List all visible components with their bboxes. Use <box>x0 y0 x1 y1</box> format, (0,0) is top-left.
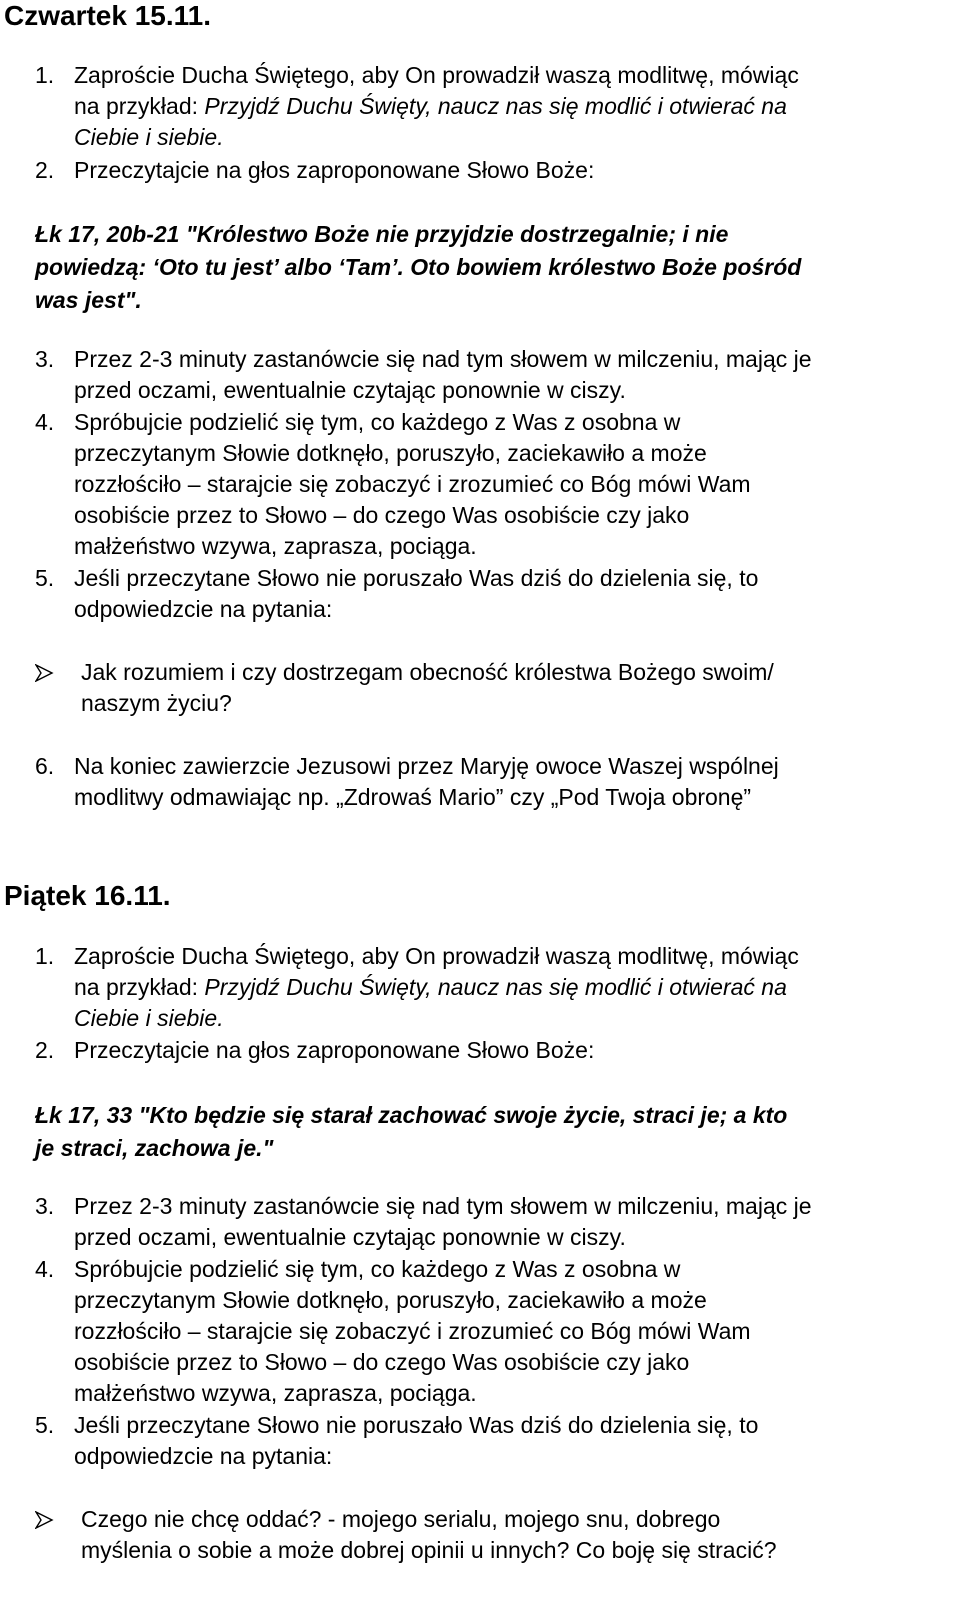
step-text: Na koniec zawierzcie Jezusowi przez Maryję owoce Waszej wspólnej <box>74 753 779 779</box>
quote-line: Łk 17, 20b-21 "Królestwo Boże nie przyjdzie dostrzegalnie; i nie <box>35 221 729 247</box>
step-text: Zaproście Ducha Świętego, aby On prowadził waszą modlitwę, mówiąc <box>74 62 799 88</box>
step-3 <box>35 1191 955 1253</box>
step-5 <box>35 563 955 625</box>
step-number: 2. <box>35 1037 55 1063</box>
step-text: Spróbujcie podzielić się tym, co każdego z Was z osobna w <box>74 409 681 435</box>
step-6 <box>35 751 955 813</box>
step-number: 1. <box>35 62 55 88</box>
question-text: myślenia o sobie a może dobrej opinii u innych? Co boję się stracić? <box>81 1537 777 1563</box>
step-number: 5. <box>35 1412 55 1438</box>
step-text: Zaproście Ducha Świętego, aby On prowadził waszą modlitwę, mówiąc <box>74 943 799 969</box>
step-2 <box>35 155 955 186</box>
step-4 <box>35 407 955 562</box>
step-text: Spróbujcie podzielić się tym, co każdego z Was z osobna w <box>74 1256 681 1282</box>
prayer-text: Przyjdź Duchu Święty, naucz nas się modlić i otwierać na <box>204 974 787 1000</box>
step-text: Przeczytajcie na głos zaproponowane Słowo Boże: <box>74 157 595 183</box>
prayer-text: Przyjdź Duchu Święty, naucz nas się modlić i otwierać na <box>204 93 787 119</box>
quote-line: Łk 17, 33 "Kto będzie się starał zachować swoje życie, straci je; a kto <box>35 1102 788 1128</box>
day-heading-thursday: Czwartek 15.11. <box>4 0 212 31</box>
step-2 <box>35 1035 955 1066</box>
step-text: odpowiedzcie na pytania: <box>74 1443 333 1469</box>
step-text: osobiście przez to Słowo – do czego Was osobiście czy jako <box>74 502 690 528</box>
step-text: odpowiedzcie na pytania: <box>74 596 333 622</box>
quote-line: was jest". <box>35 287 142 313</box>
step-number: 3. <box>35 346 55 372</box>
step-text: Przez 2-3 minuty zastanówcie się nad tym słowem w milczeniu, mając je <box>74 1193 812 1219</box>
step-3 <box>35 344 955 406</box>
step-text: małżeństwo wzywa, zaprasza, pociąga. <box>74 1380 477 1406</box>
question-text: naszym życiu? <box>81 690 232 716</box>
step-number: 2. <box>35 157 55 183</box>
quote-line: je straci, zachowa je." <box>35 1135 274 1161</box>
step-text: modlitwy odmawiając np. „Zdrowaś Mario” czy „Pod Twoja obronę” <box>74 784 752 810</box>
step-text: przed oczami, ewentualnie czytając ponownie w ciszy. <box>74 377 626 403</box>
step-text: przed oczami, ewentualnie czytając ponownie w ciszy. <box>74 1224 626 1250</box>
step-text: osobiście przez to Słowo – do czego Was osobiście czy jako <box>74 1349 690 1375</box>
step-number: 3. <box>35 1193 55 1219</box>
quote-line: powiedzą: ‘Oto tu jest’ albo ‘Tam’. Oto bowiem królestwo Boże pośród <box>35 254 802 280</box>
step-text: Jeśli przeczytane Słowo nie poruszało Was dziś do dzielenia się, to <box>74 565 759 591</box>
question-text: Jak rozumiem i czy dostrzegam obecność królestwa Bożego swoim/ <box>81 659 774 685</box>
question-text: Czego nie chcę oddać? - mojego serialu, mojego snu, dobrego <box>81 1506 721 1532</box>
prayer-text: Ciebie i siebie. <box>74 124 224 150</box>
step-text: na przykład: <box>74 974 205 1000</box>
step-text: Przez 2-3 minuty zastanówcie się nad tym słowem w milczeniu, mając je <box>74 346 812 372</box>
step-number: 1. <box>35 943 55 969</box>
step-text: rozzłościło – starajcie się zobaczyć i zrozumieć co Bóg mówi Wam <box>74 1318 751 1344</box>
step-4 <box>35 1254 955 1409</box>
prayer-text: Ciebie i siebie. <box>74 1005 224 1031</box>
arrow-bullet-icon <box>35 664 54 682</box>
question-bullet <box>35 1504 955 1566</box>
step-text: na przykład: <box>74 93 205 119</box>
step-1 <box>35 941 955 1034</box>
step-number: 4. <box>35 1256 55 1282</box>
step-1 <box>35 60 955 153</box>
arrow-bullet-icon <box>35 1511 54 1529</box>
step-text: przeczytanym Słowie dotknęło, poruszyło, zaciekawiło a może <box>74 1287 707 1313</box>
scripture-quote <box>35 218 955 317</box>
step-text: przeczytanym Słowie dotknęło, poruszyło, zaciekawiło a może <box>74 440 707 466</box>
step-number: 5. <box>35 565 55 591</box>
step-text: Jeśli przeczytane Słowo nie poruszało Was dziś do dzielenia się, to <box>74 1412 759 1438</box>
step-number: 6. <box>35 753 55 779</box>
step-5 <box>35 1410 955 1472</box>
day-heading-friday: Piątek 16.11. <box>4 880 171 911</box>
step-text: rozzłościło – starajcie się zobaczyć i zrozumieć co Bóg mówi Wam <box>74 471 751 497</box>
scripture-quote <box>35 1099 955 1165</box>
step-number: 4. <box>35 409 55 435</box>
question-bullet <box>35 657 955 719</box>
step-text: małżeństwo wzywa, zaprasza, pociąga. <box>74 533 477 559</box>
step-text: Przeczytajcie na głos zaproponowane Słowo Boże: <box>74 1037 595 1063</box>
